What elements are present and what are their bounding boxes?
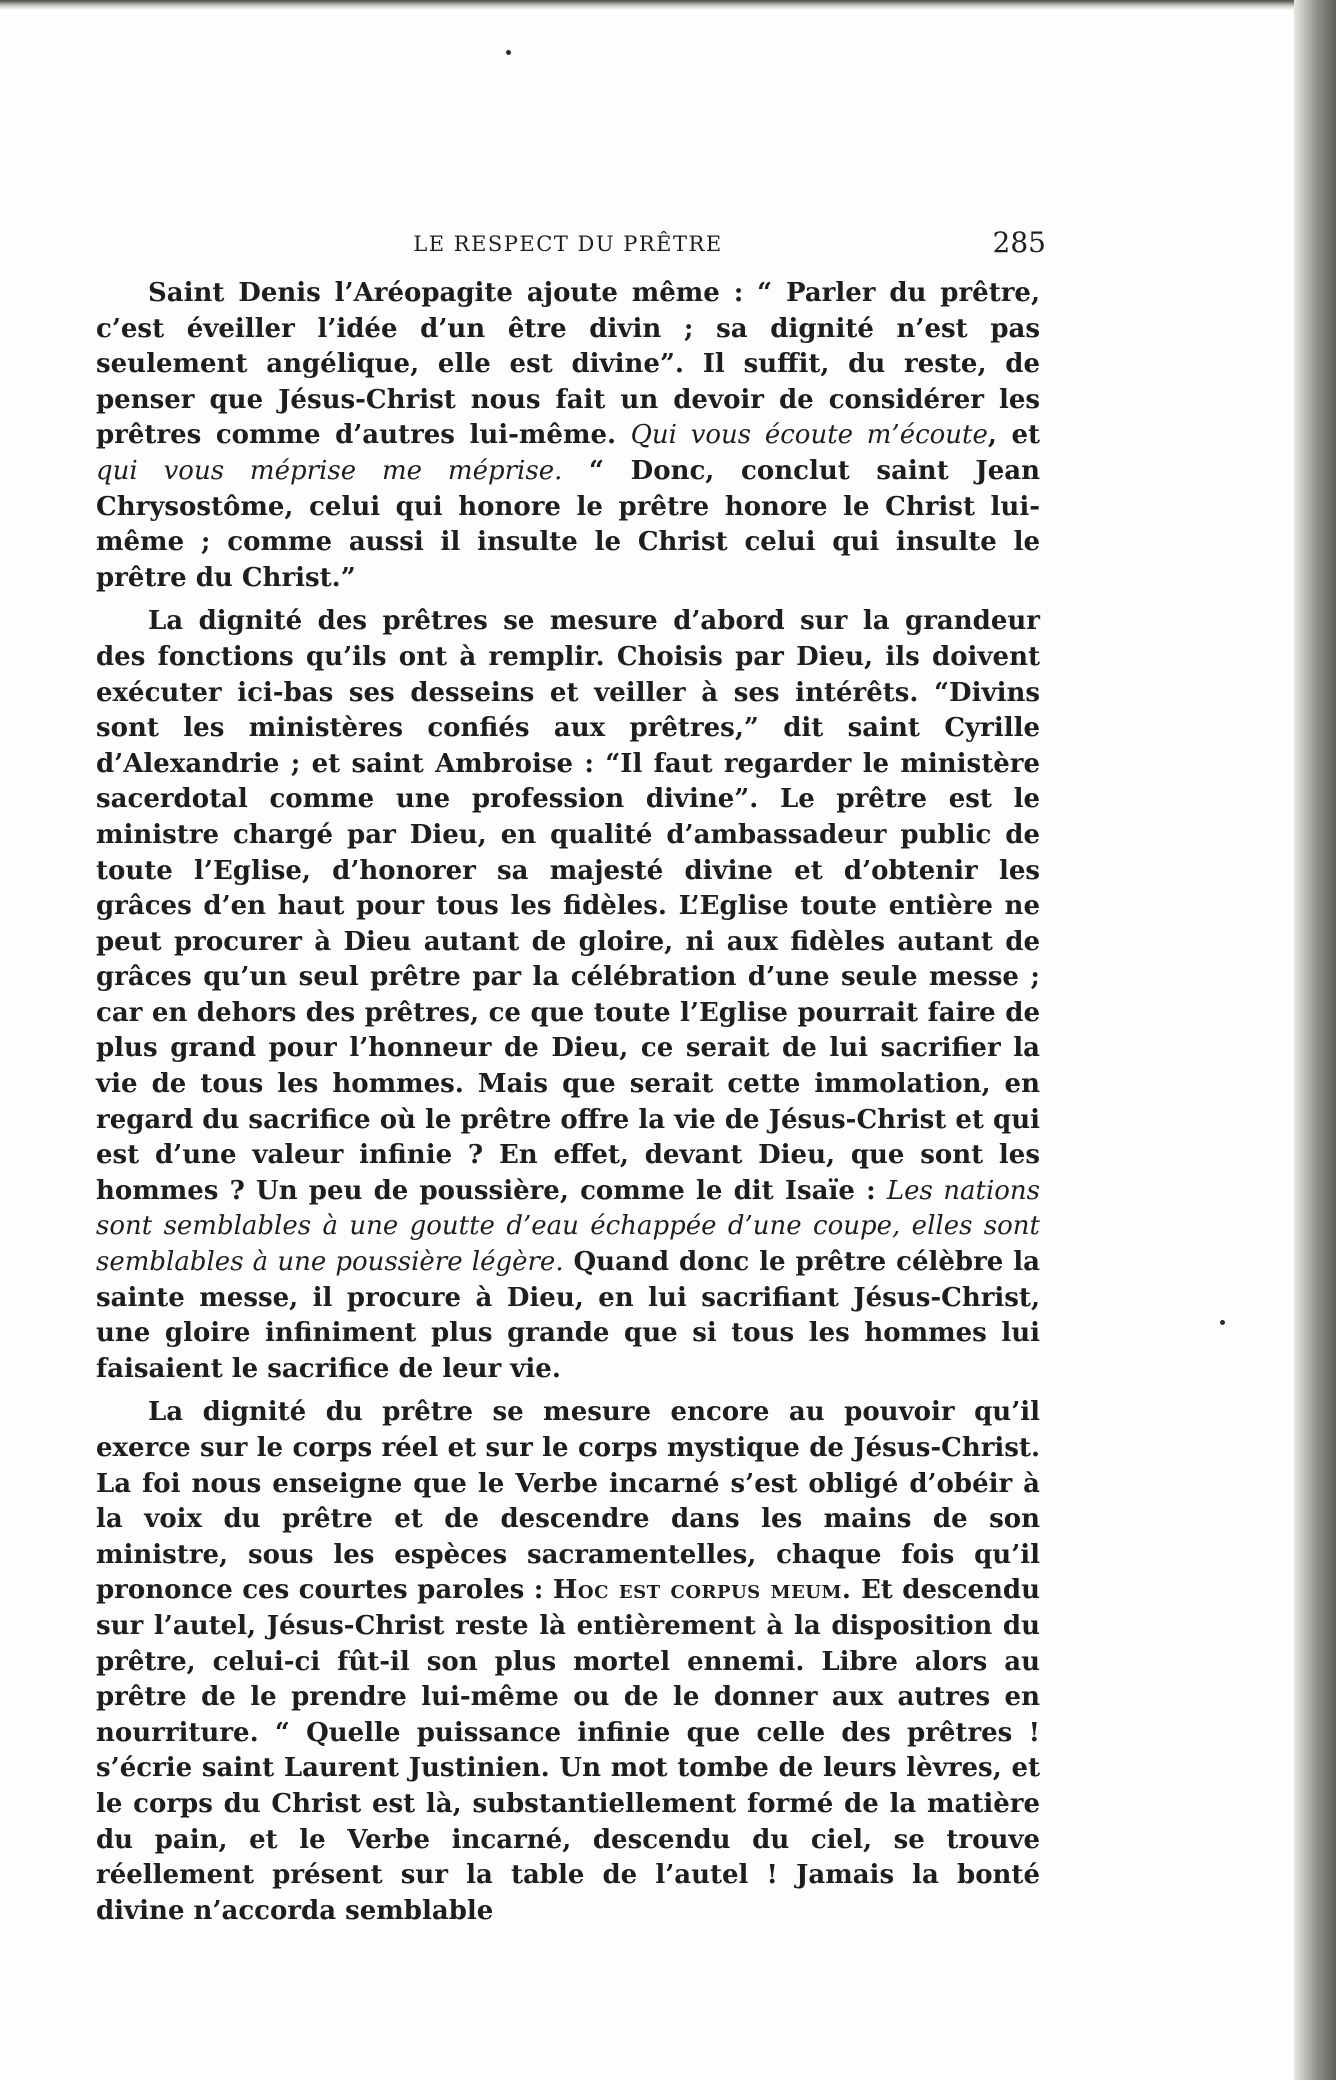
paragraph-2: [96, 604, 1040, 1387]
page-number: 285: [992, 226, 1046, 259]
scan-right-edge: [1294, 0, 1336, 2080]
text-segment: La dignité des prêtres se mesure d’abord sur la grandeur des fonctions qu’ils ont à remplir. Choisis par Dieu, ils doivent exécuter ici-bas ses desseins et veiller à ses intérêts. “Divins sont les ministères confiés aux prêtres,” dit saint Cyrille d’Alexandrie ; et saint Ambroise : “Il faut regarder le ministère sacerdotal comme une profession divine”. Le prêtre est le ministre chargé par Dieu, en qualité d’ambassadeur public de toute l’Eglise, d’honorer sa majesté divine et d’obtenir les grâces d’en haut pour tous les fidèles. L’Eglise toute entière ne peut procurer à Dieu autant de gloire, ni aux fidèles autant de grâces qu’un seul prêtre par la célébration d’une seule messe ; car en dehors des prêtres, ce que toute l’Eglise pourrait faire de plus grand pour l’honneur de Dieu, ce serait de lui sacrifier la vie de tous les hommes. Mais que serait cette immolation, en regard du sacrifice où le prêtre offre la vie de Jésus-Christ et qui est d’une valeur infinie ? En effet, devant Dieu, que sont les hommes ? Un peu de poussière, comme le dit Isaïe :: [96, 606, 1040, 1206]
scan-speck: [1220, 1320, 1225, 1325]
paragraph-3: [96, 1395, 1040, 1929]
quote-italic: Les nations sont semblables à une goutte d’eau échappée d’une coupe, elles sont semblables à une poussière légère.: [96, 1175, 1040, 1278]
body-text: [96, 276, 1040, 1929]
text-segment: Saint Denis l’Aréopagite ajoute même : “ Parler du prêtre, c’est éveiller l’idée d’un être divin ; sa dignité n’est pas seulement angélique, elle est divine”. Il suffit, du reste, de penser que Jésus-Christ nous fait un devoir de considérer les prêtres comme d’autres lui-même.: [96, 278, 1040, 451]
text-segment: La dignité du prêtre se mesure encore au pouvoir qu’il exerce sur le corps réel et sur le corps mystique de Jésus-Christ. La foi nous enseigne que le Verbe incarné s’est obligé d’obéir à la voix du prêtre et de descendre dans les mains de son ministre, sous les espèces sacramentelles, chaque fois qu’il prononce ces courtes paroles :: [96, 1397, 1040, 1606]
scan-speck: [506, 50, 511, 55]
quote-italic: qui vous méprise me méprise.: [96, 455, 563, 486]
text-segment: , et: [987, 420, 1040, 451]
scan-top-edge: [0, 0, 1336, 10]
running-title: LE RESPECT DU PRÊTRE: [413, 232, 723, 256]
running-head: [96, 226, 1046, 270]
quote-italic: Qui vous écoute m’écoute: [630, 420, 988, 451]
text-segment: Quand donc le prêtre célèbre la sainte messe, il procure à Dieu, en lui sacrifiant Jésus-Christ, une gloire infiniment plus grande que si tous les hommes lui faisaient le sacrifice de leur vie.: [96, 1247, 1041, 1384]
paragraph-1: [96, 276, 1040, 596]
text-segment: Et descendu sur l’autel, Jésus-Christ reste là entièrement à la disposition du prêtre, celui-ci fût-il son plus mortel ennemi. Libre alors au prêtre de le prendre lui-même ou de le donner aux autres en nourriture. “ Quelle puissance infinie que celle des prêtres ! s’écrie saint Laurent Justinien. Un mot tombe de leurs lèvres, et le corps du Christ est là, substantiellement formé de la matière du pain, et le Verbe incarné, descendu du ciel, se trouve réellement présent sur la table de l’autel ! Jamais la bonté divine n’accorda semblable: [96, 1575, 1040, 1926]
book-page: [96, 226, 1046, 1929]
latin-formula: Hoc est corpus meum.: [552, 1575, 852, 1606]
text-segment: “ Donc, conclut saint Jean Chrysostôme, celui qui honore le prêtre honore le Christ lui-même ; comme aussi il insulte le Christ celui qui insulte le prêtre du Christ.”: [96, 455, 1040, 593]
